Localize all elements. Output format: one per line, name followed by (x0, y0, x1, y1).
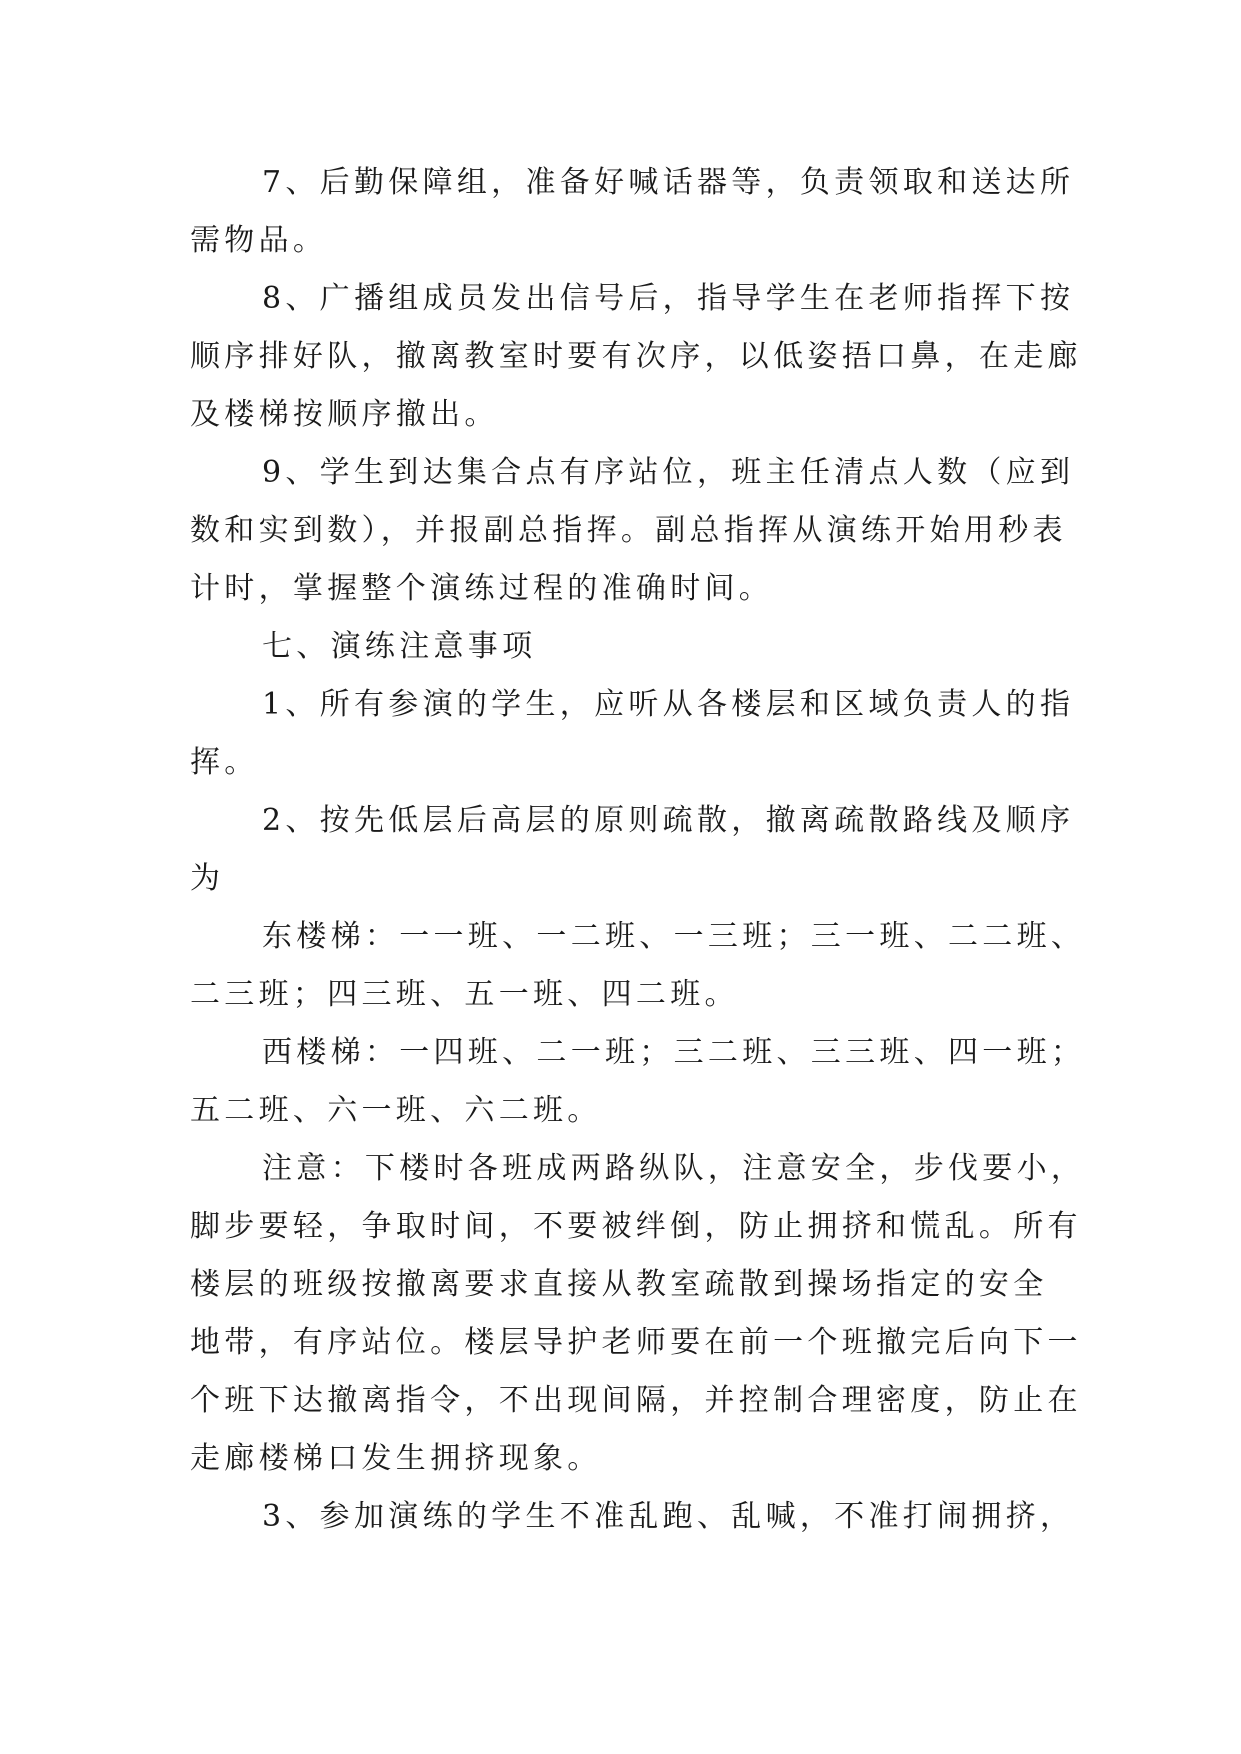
text-line: 8、广播组成员发出信号后，指导学生在老师指挥下按 (262, 281, 1075, 316)
text-line: 地带，有序站位。楼层导护老师要在前一个班撤完后向下一 (190, 1325, 1082, 1360)
text-line: 及楼梯按顺序撤出。 (190, 397, 499, 432)
text-line: 3、参加演练的学生不准乱跑、乱喊，不准打闹拥挤， (262, 1499, 1075, 1534)
text-line: 东楼梯：一一班、一二班、一三班；三一班、二二班、 (262, 919, 1086, 954)
text-line: 计时，掌握整个演练过程的准确时间。 (190, 571, 774, 606)
text-line: 1、所有参演的学生，应听从各楼层和区域负责人的指 (262, 687, 1075, 722)
text-line: 为 (190, 861, 225, 896)
heading-text: 七、演练注意事项 (262, 629, 537, 664)
paragraph-note-2 (190, 792, 1075, 908)
text-line: 数和实到数），并报副总指挥。副总指挥从演练开始用秒表 (190, 513, 1067, 548)
text-line: 顺序排好队，撤离教室时要有次序，以低姿捂口鼻，在走廊 (190, 339, 1082, 374)
paragraph-attention (190, 1140, 1086, 1488)
paragraph-west-stairs (190, 1024, 1086, 1140)
text-line: 需物品。 (190, 223, 328, 258)
text-line: 楼层的班级按撤离要求直接从教室疏散到操场指定的安全 (190, 1267, 1048, 1302)
paragraph-note-1 (190, 676, 1075, 792)
text-line: 脚步要轻，争取时间，不要被绊倒，防止拥挤和慌乱。所有 (190, 1209, 1082, 1244)
text-line: 二三班；四三班、五一班、四二班。 (190, 977, 739, 1012)
text-line: 9、学生到达集合点有序站位，班主任清点人数（应到 (262, 455, 1075, 490)
section-heading-7 (190, 618, 1052, 676)
text-line: 7、后勤保障组，准备好喊话器等，负责领取和送达所 (262, 165, 1075, 200)
paragraph-east-stairs (190, 908, 1086, 1024)
paragraph-note-3 (190, 1488, 1075, 1546)
text-line: 注意：下楼时各班成两路纵队，注意安全，步伐要小， (262, 1151, 1086, 1186)
text-line: 走廊楼梯口发生拥挤现象。 (190, 1441, 602, 1476)
paragraph-item-8 (190, 270, 1082, 444)
text-line: 2、按先低层后高层的原则疏散，撤离疏散路线及顺序 (262, 803, 1075, 838)
paragraph-item-7 (190, 154, 1075, 270)
text-line: 挥。 (190, 745, 259, 780)
text-line: 五二班、六一班、六二班。 (190, 1093, 602, 1128)
document-page (190, 154, 1086, 1546)
paragraph-item-9 (190, 444, 1075, 618)
text-line: 西楼梯：一四班、二一班；三二班、三三班、四一班； (262, 1035, 1086, 1070)
text-line: 个班下达撤离指令，不出现间隔，并控制合理密度，防止在 (190, 1383, 1082, 1418)
